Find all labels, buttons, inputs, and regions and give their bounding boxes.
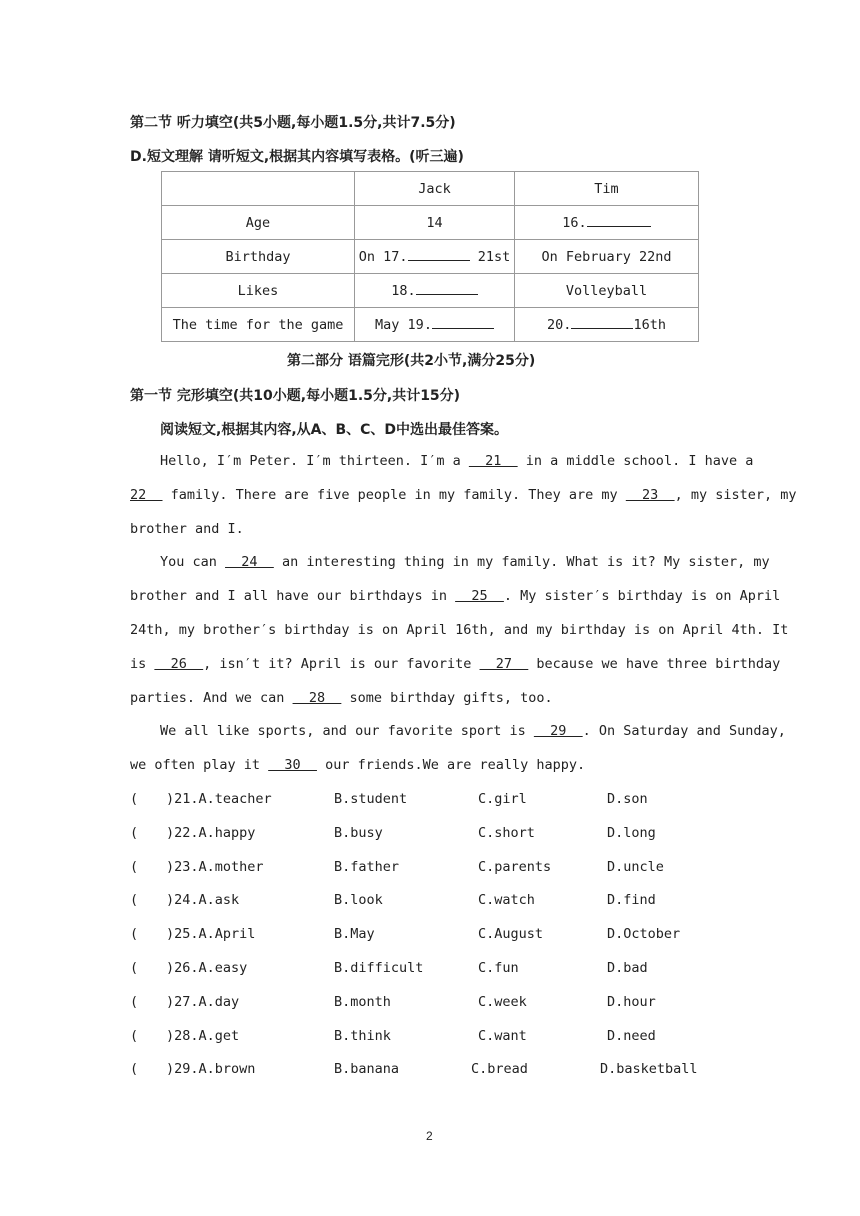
table-cell bbox=[355, 308, 515, 342]
table-cell: Birthday bbox=[162, 240, 355, 274]
passage-line bbox=[130, 757, 585, 773]
blank-28: 28 bbox=[292, 690, 342, 706]
blank-26: 26 bbox=[154, 656, 204, 672]
answer-paren: ( bbox=[130, 892, 139, 908]
cell-text: 16th bbox=[633, 316, 666, 333]
table-cell bbox=[515, 206, 699, 240]
option-d: D.uncle bbox=[607, 859, 664, 875]
option-a: )26.A.easy bbox=[166, 960, 248, 976]
option-d: D.October bbox=[607, 926, 681, 942]
answer-paren: ( bbox=[130, 926, 139, 942]
option-c: C.August bbox=[478, 926, 544, 942]
answer-paren: ( bbox=[130, 791, 139, 807]
answer-paren: ( bbox=[130, 994, 139, 1010]
passage-text: an interesting thing in my family. What is it? My sister, my bbox=[273, 554, 770, 570]
table-cell bbox=[162, 172, 355, 206]
answer-paren: ( bbox=[130, 859, 139, 875]
passage-line bbox=[130, 656, 780, 672]
cell-text: 21st bbox=[469, 248, 511, 265]
blank-27: 27 bbox=[479, 656, 529, 672]
instruction: 阅读短文,根据其内容,从A、B、C、D中选出最佳答案。 bbox=[160, 422, 509, 438]
option-a: )23.A.mother bbox=[166, 859, 264, 875]
passage-text: . My sister′s birthday is on April bbox=[503, 588, 781, 604]
blank-23: 23 bbox=[625, 487, 675, 503]
option-b: B.busy bbox=[334, 825, 383, 841]
option-c: C.watch bbox=[478, 892, 535, 908]
table-cell: Tim bbox=[515, 172, 699, 206]
option-c: C.want bbox=[478, 1028, 527, 1044]
cell-text: 20. bbox=[547, 316, 572, 333]
table-row bbox=[162, 206, 699, 240]
table-cell bbox=[515, 308, 699, 342]
table-cell: On February 22nd bbox=[515, 240, 699, 274]
option-a: )25.A.April bbox=[166, 926, 256, 942]
blank-21: 21 bbox=[468, 453, 518, 469]
table-cell: 14 bbox=[355, 206, 515, 240]
info-table bbox=[161, 171, 699, 342]
option-c: C.fun bbox=[478, 960, 519, 976]
option-b: B.look bbox=[334, 892, 383, 908]
option-d: D.hour bbox=[607, 994, 656, 1010]
answer-blank bbox=[432, 328, 494, 329]
passage-text: our friends.We are really happy. bbox=[316, 757, 586, 773]
option-b: B.month bbox=[334, 994, 391, 1010]
table-cell: Age bbox=[162, 206, 355, 240]
passage-line bbox=[160, 554, 770, 570]
blank-25: 25 bbox=[455, 588, 504, 604]
passage-line: brother and I. bbox=[130, 521, 244, 537]
answer-blank bbox=[587, 226, 651, 227]
cell-text: May 19. bbox=[375, 316, 432, 333]
passage-text: You can bbox=[160, 554, 226, 570]
passage-text: in a middle school. I have a bbox=[517, 453, 754, 469]
option-b: B.banana bbox=[334, 1061, 400, 1077]
option-d: D.need bbox=[607, 1028, 656, 1044]
option-d: D.basketball bbox=[600, 1061, 698, 1077]
cell-text: 16. bbox=[562, 214, 587, 231]
passage-line bbox=[130, 690, 553, 706]
table-cell: Jack bbox=[355, 172, 515, 206]
answer-paren: ( bbox=[130, 1028, 139, 1044]
answer-paren: ( bbox=[130, 960, 139, 976]
option-c: C.girl bbox=[478, 791, 527, 807]
table-row bbox=[162, 274, 699, 308]
passage-line bbox=[160, 723, 786, 739]
option-d: D.son bbox=[607, 791, 648, 807]
option-a: )22.A.happy bbox=[166, 825, 256, 841]
option-c: C.week bbox=[478, 994, 527, 1010]
option-a: )27.A.day bbox=[166, 994, 240, 1010]
section-heading: 第一节 完形填空(共10小题,每小题1.5分,共计15分) bbox=[130, 388, 461, 404]
answer-blank bbox=[408, 260, 470, 261]
blank-24: 24 bbox=[225, 554, 274, 570]
blank-22: 22 bbox=[130, 487, 163, 503]
table-row bbox=[162, 308, 699, 342]
passage-line bbox=[130, 487, 797, 503]
passage-line: 24th, my brother′s birthday is on April 16th, and my birthday is on April 4th. It bbox=[130, 622, 789, 638]
option-d: D.find bbox=[607, 892, 656, 908]
option-c: C.bread bbox=[471, 1061, 528, 1077]
answer-blank bbox=[416, 294, 478, 295]
passage-text: some birthday gifts, too. bbox=[341, 690, 553, 706]
table-cell: The time for the game bbox=[162, 308, 355, 342]
table-cell bbox=[355, 240, 515, 274]
option-a: )21.A.teacher bbox=[166, 791, 272, 807]
passage-text: because we have three birthday bbox=[528, 656, 781, 672]
passage-line bbox=[160, 453, 753, 469]
option-b: B.May bbox=[334, 926, 375, 942]
option-a: )24.A.ask bbox=[166, 892, 240, 908]
passage-text: we often play it bbox=[130, 757, 269, 773]
page-number: 2 bbox=[426, 1129, 433, 1143]
answer-paren: ( bbox=[130, 825, 139, 841]
table-cell bbox=[355, 274, 515, 308]
passage-text: , isn′t it? April is our favorite bbox=[203, 656, 480, 672]
passage-text: family. There are five people in my family. They are my bbox=[162, 487, 626, 503]
option-d: D.bad bbox=[607, 960, 648, 976]
option-c: C.short bbox=[478, 825, 535, 841]
part-d-heading: D.短文理解 请听短文,根据其内容填写表格。(听三遍) bbox=[130, 149, 464, 165]
part-heading: 第二部分 语篇完形(共2小节,满分25分) bbox=[287, 353, 536, 369]
option-c: C.parents bbox=[478, 859, 552, 875]
section-heading: 第二节 听力填空(共5小题,每小题1.5分,共计7.5分) bbox=[130, 115, 456, 131]
option-a: )28.A.get bbox=[166, 1028, 240, 1044]
passage-text: parties. And we can bbox=[130, 690, 293, 706]
cell-text: On 17. bbox=[358, 248, 408, 265]
table-row bbox=[162, 172, 699, 206]
passage-text: brother and I all have our birthdays in bbox=[130, 588, 456, 604]
passage-text: is bbox=[130, 656, 155, 672]
option-b: B.think bbox=[334, 1028, 391, 1044]
passage-text: . On Saturday and Sunday, bbox=[582, 723, 786, 739]
table-row bbox=[162, 240, 699, 274]
blank-29: 29 bbox=[533, 723, 583, 739]
table-cell: Likes bbox=[162, 274, 355, 308]
option-b: B.difficult bbox=[334, 960, 424, 976]
passage-line bbox=[130, 588, 780, 604]
option-d: D.long bbox=[607, 825, 656, 841]
option-a: )29.A.brown bbox=[166, 1061, 256, 1077]
passage-text: , my sister, my bbox=[674, 487, 797, 503]
table-cell: Volleyball bbox=[515, 274, 699, 308]
passage-text: Hello, I′m Peter. I′m thirteen. I′m a bbox=[160, 453, 469, 469]
blank-30: 30 bbox=[268, 757, 317, 773]
answer-blank bbox=[571, 328, 633, 329]
option-b: B.father bbox=[334, 859, 400, 875]
cell-text: 18. bbox=[391, 282, 416, 299]
option-b: B.student bbox=[334, 791, 408, 807]
passage-text: We all like sports, and our favorite sport is bbox=[160, 723, 534, 739]
answer-paren: ( bbox=[130, 1061, 139, 1077]
